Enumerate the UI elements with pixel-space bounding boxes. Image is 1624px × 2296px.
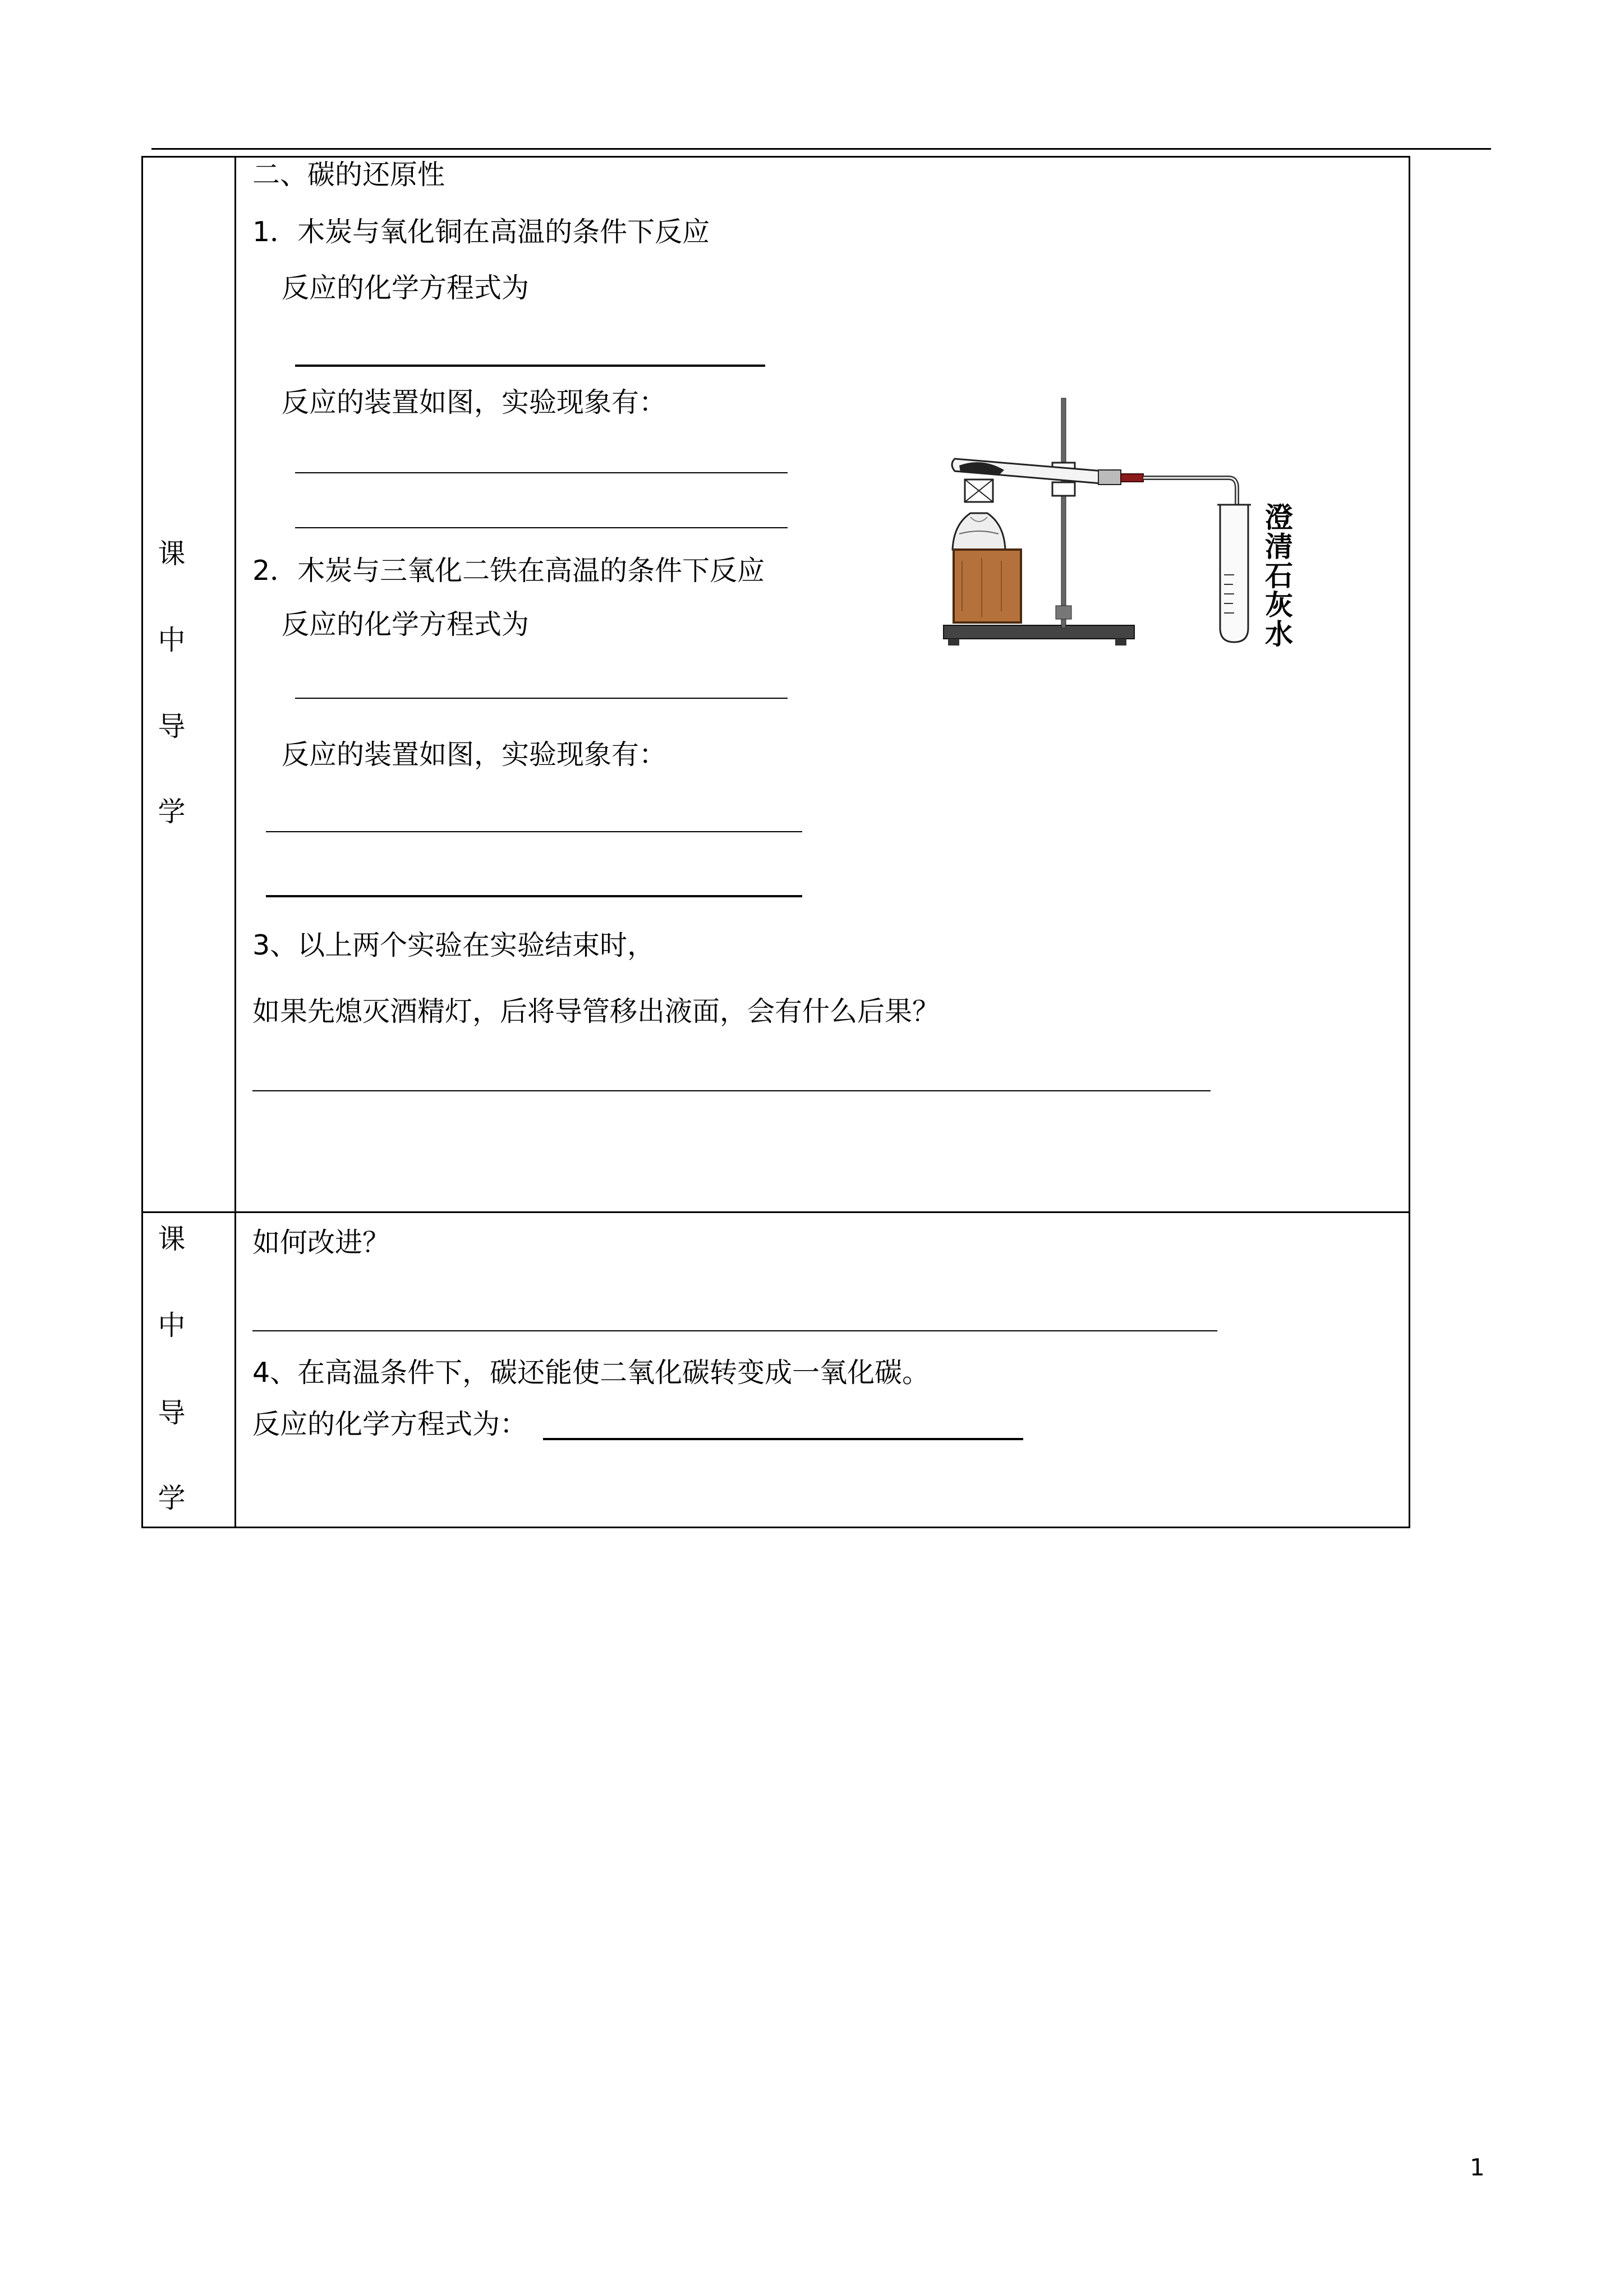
limewater-label-char: 清 (1265, 531, 1293, 563)
q2-equation-prompt: 反应的化学方程式为 (282, 608, 530, 640)
improve-answer-blank[interactable] (252, 1330, 1217, 1331)
table-column-divider (234, 156, 236, 1528)
q1-equation-blank[interactable] (295, 365, 765, 367)
limewater-label-char: 水 (1265, 618, 1293, 651)
section-title: 二、碳的还原性 (252, 159, 445, 191)
side-label-char: 学 (158, 1482, 186, 1514)
q2-device-prompt: 反应的装置如图，实验现象有： (282, 739, 667, 771)
q2-heading: 2．木炭与三氧化二铁在高温的条件下反应 (252, 555, 765, 587)
improve-question: 如何改进？ (252, 1227, 390, 1258)
table-row-divider (141, 1211, 1410, 1213)
side-label-char: 课 (158, 538, 186, 570)
q1-heading: 1．木炭与氧化铜在高温的条件下反应 (252, 216, 710, 248)
side-label-char: 导 (158, 711, 186, 743)
side-label-char: 课 (158, 1223, 186, 1255)
q2-phenomenon-blank[interactable] (266, 895, 802, 897)
q4-heading: 4、在高温条件下，碳还能使二氧化碳转变成一氧化碳。 (252, 1357, 930, 1389)
q2-equation-blank[interactable] (295, 698, 788, 699)
q1-phenomenon-blank[interactable] (295, 472, 788, 473)
side-label-char: 学 (158, 796, 186, 828)
worksheet-table (141, 156, 1410, 1528)
limewater-label-char: 石 (1265, 560, 1293, 592)
apparatus-diagram (937, 387, 1318, 656)
wooden-block (954, 550, 1021, 623)
side-label-char: 中 (158, 624, 186, 656)
q3-question: 如果先熄灭酒精灯，后将导管移出液面，会有什么后果？ (252, 995, 940, 1027)
stand-base (944, 625, 1134, 639)
q1-equation-prompt: 反应的化学方程式为 (282, 272, 530, 304)
limewater-tube (1220, 505, 1248, 642)
clamp-lower (1052, 482, 1075, 496)
q1-phenomenon-blank[interactable] (295, 527, 788, 528)
apparatus-figure (937, 387, 1318, 656)
q4-equation-blank[interactable] (543, 1438, 1023, 1440)
stopper (1098, 470, 1121, 485)
side-label-char: 导 (158, 1397, 186, 1429)
limewater-label-char: 灰 (1265, 589, 1293, 621)
rubber-connector (1121, 474, 1143, 482)
q1-device-prompt: 反应的装置如图，实验现象有： (282, 386, 667, 418)
q2-phenomenon-blank[interactable] (266, 831, 802, 832)
side-label-char: 中 (158, 1310, 186, 1341)
page-number: 1 (1470, 2154, 1485, 2181)
stand-rod (1061, 398, 1066, 628)
q3-heading: 3、以上两个实验在实验结束时， (252, 929, 655, 961)
q3-answer-blank[interactable] (252, 1090, 1211, 1091)
header-rule (151, 148, 1491, 150)
limewater-label-char: 澄 (1265, 501, 1293, 534)
q4-equation-prompt: 反应的化学方程式为： (252, 1408, 528, 1440)
